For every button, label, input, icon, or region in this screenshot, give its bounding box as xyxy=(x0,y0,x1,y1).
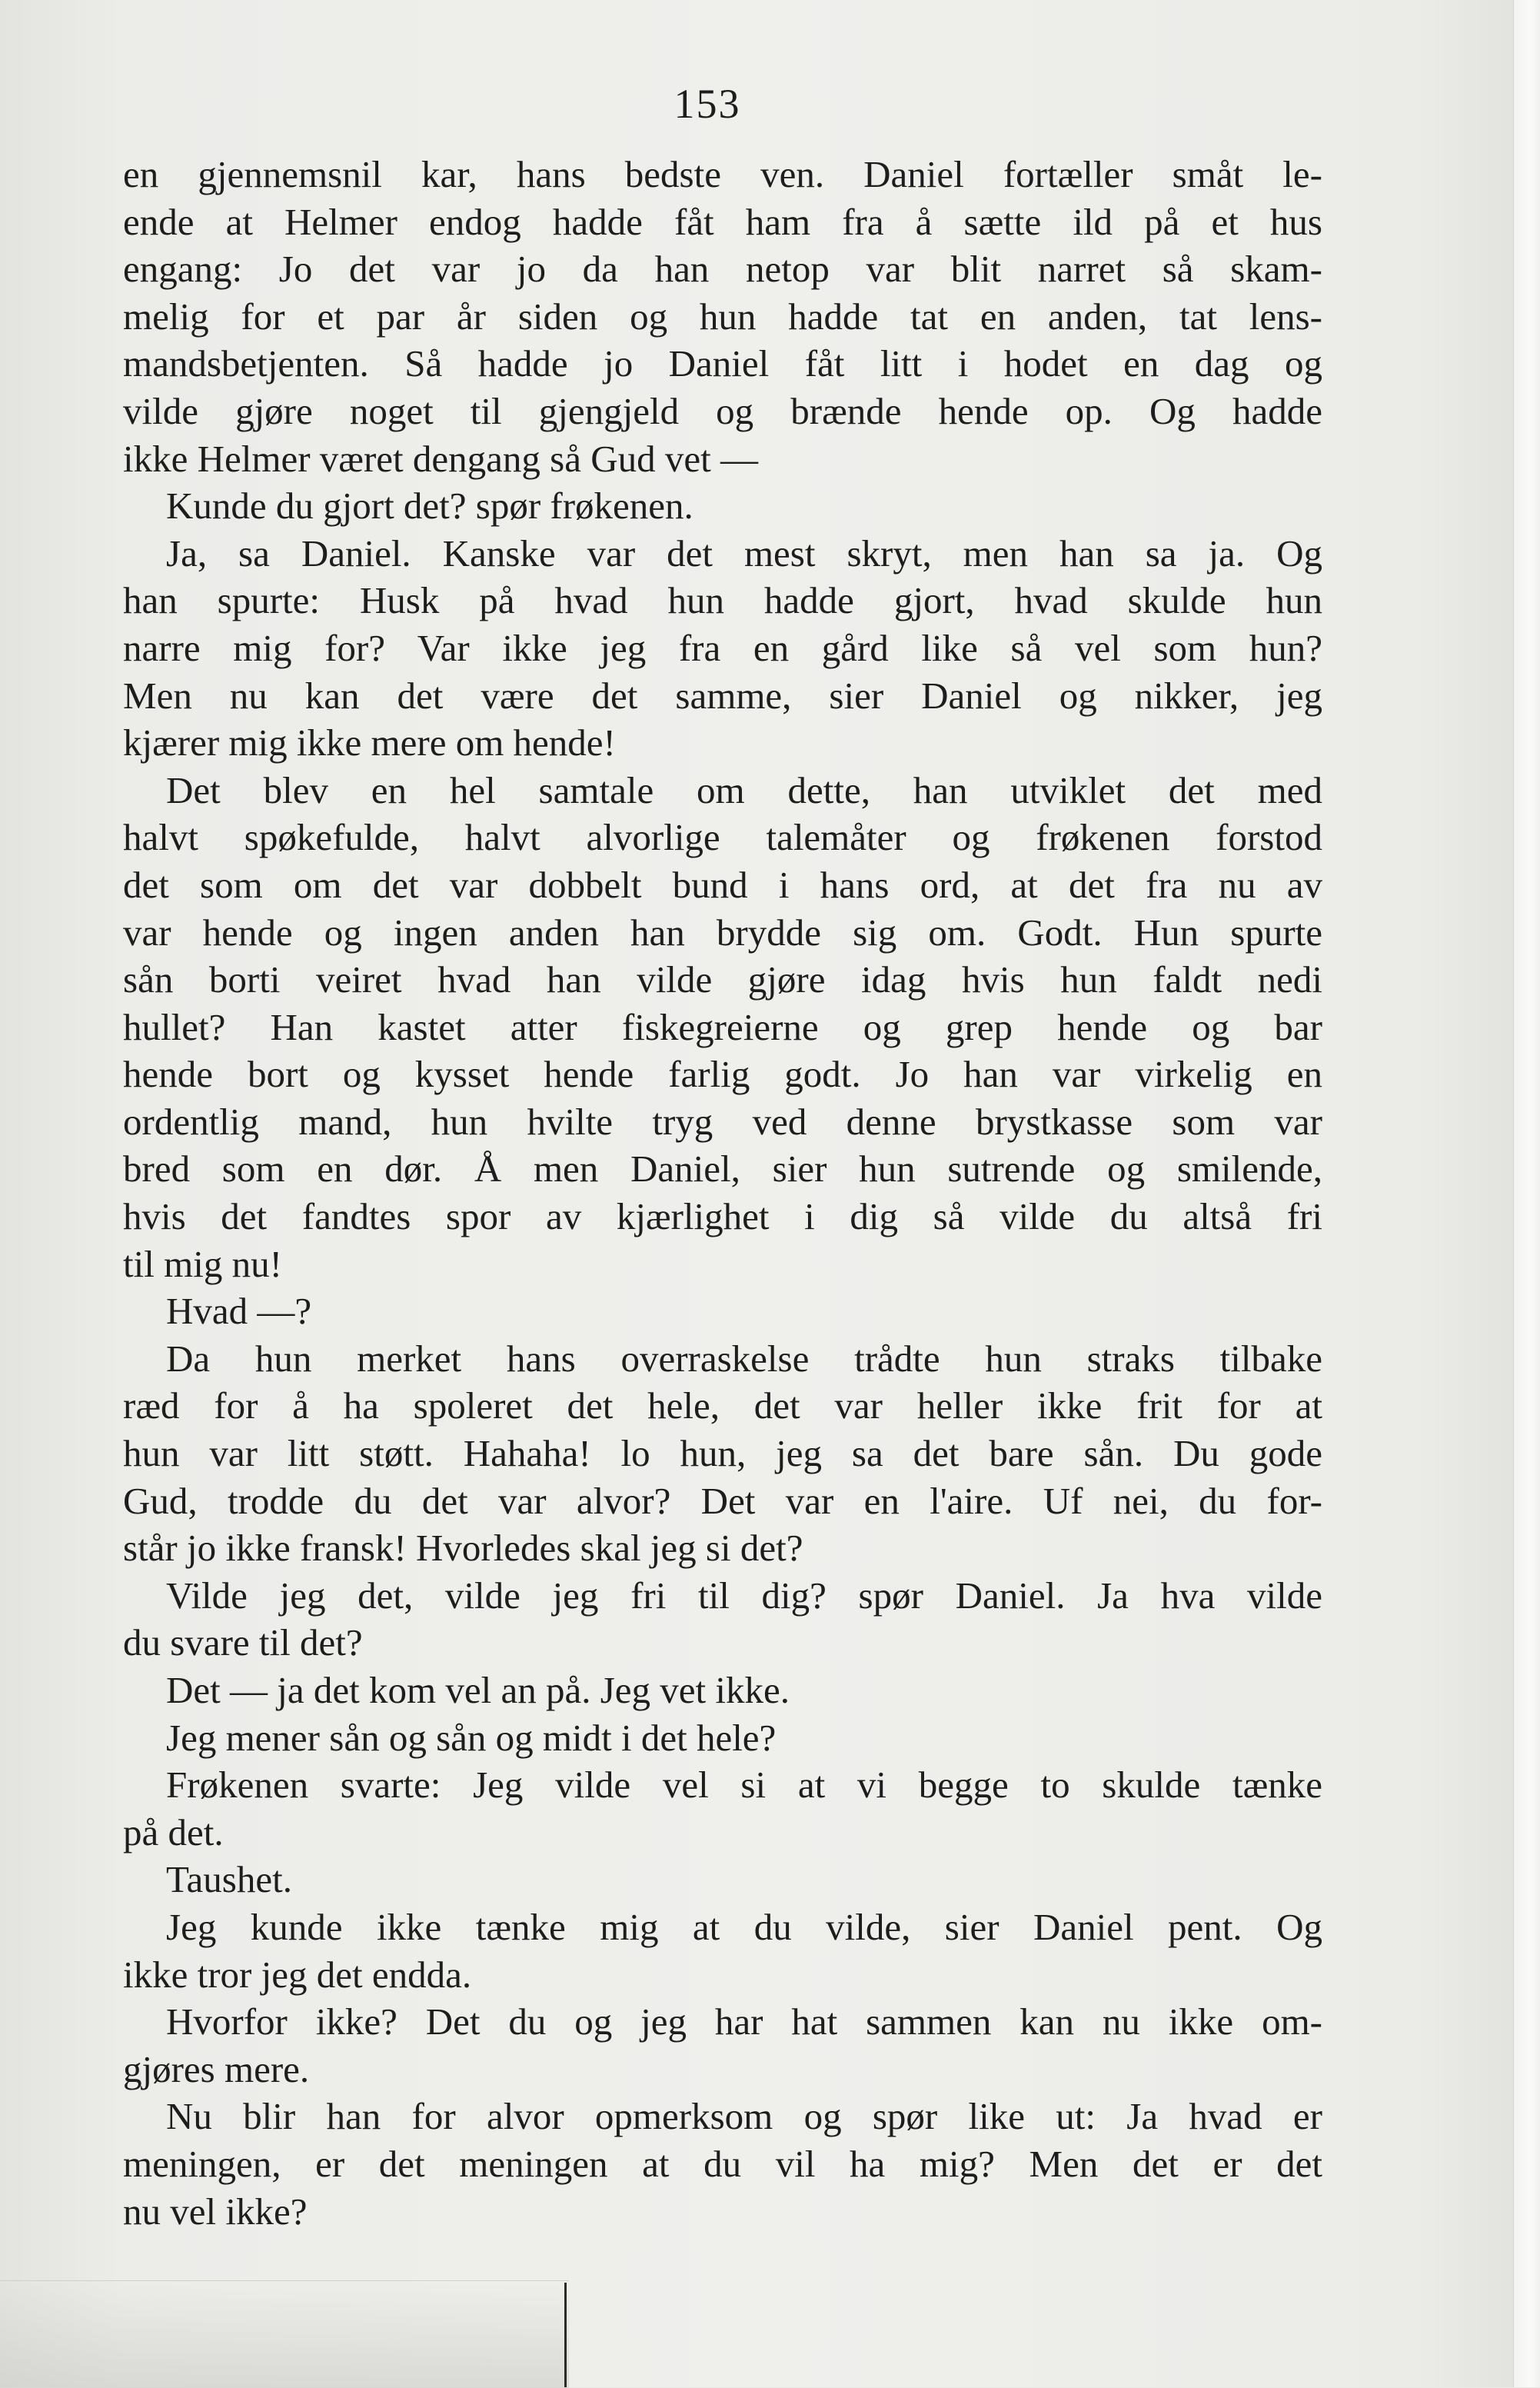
text-line: Nu blir han for alvor opmerksom og spør like ut: Ja hvad er xyxy=(166,2095,1322,2138)
text-line: ende at Helmer endog hadde fåt ham fra å sætte ild på et hus xyxy=(123,200,1322,243)
text-line: Ja, sa Daniel. Kanske var det mest skryt, men han sa ja. Og xyxy=(166,531,1322,575)
text-line: Frøkenen svarte: Jeg vilde vel si at vi begge to skulde tænke xyxy=(166,1764,1322,1807)
page-number: 153 xyxy=(674,81,741,127)
text-line: engang: Jo det var jo da han netop var blit narret så skam- xyxy=(123,248,1322,291)
body-text xyxy=(123,151,1322,2235)
text-line: narre mig for? Var ikke jeg fra en gård like så vel som hun? xyxy=(123,626,1322,669)
text-line: bred som en dør. Å men Daniel, sier hun sutrende og smilende, xyxy=(123,1147,1322,1191)
scan-corner-line xyxy=(564,2283,567,2387)
text-line: du svare til det? xyxy=(123,1621,363,1664)
text-line: gjøres mere. xyxy=(123,2047,310,2090)
page-edge xyxy=(1513,0,1540,2387)
text-line: meningen, er det meningen at du vil ha mig? Men det er det xyxy=(123,2142,1322,2185)
text-line: det som om det var dobbelt bund i hans ord, at det fra nu av xyxy=(123,863,1322,906)
text-line: Jeg kunde ikke tænke mig at du vilde, sier Daniel pent. Og xyxy=(166,1905,1322,1948)
text-line: Hvad —? xyxy=(166,1290,312,1333)
text-line: kjærer mig ikke mere om hende! xyxy=(123,721,616,764)
text-line: Kunde du gjort det? spør frøkenen. xyxy=(166,485,693,528)
text-line: Da hun merket hans overraskelse trådte hun straks tilbake xyxy=(166,1337,1322,1380)
text-line: han spurte: Husk på hvad hun hadde gjort, hvad skulde hun xyxy=(123,579,1322,622)
text-line: hullet? Han kastet atter fiskegreierne og grep hende og bar xyxy=(123,1005,1322,1048)
text-line: ikke tror jeg det endda. xyxy=(123,1953,472,1996)
text-line: Det blev en hel samtale om dette, han utviklet det med xyxy=(166,768,1322,811)
text-line: halvt spøkefulde, halvt alvorlige talemåter og frøkenen forstod xyxy=(123,816,1322,859)
text-line: mandsbetjenten. Så hadde jo Daniel fåt litt i hodet en dag og xyxy=(123,342,1322,385)
text-line: Men nu kan det være det samme, sier Daniel og nikker, jeg xyxy=(123,674,1322,717)
text-line: hvis det fandtes spor av kjærlighet i dig så vilde du altså fri xyxy=(123,1195,1322,1238)
text-line: vilde gjøre noget til gjengjeld og brænde hende op. Og hadde xyxy=(123,389,1322,432)
text-line: Gud, trodde du det var alvor? Det var en l'aire. Uf nei, du for- xyxy=(123,1479,1322,1522)
text-line: Hvorfor ikke? Det du og jeg har hat sammen kan nu ikke om- xyxy=(166,2000,1322,2043)
text-line: til mig nu! xyxy=(123,1242,282,1285)
text-line: ræd for å ha spoleret det hele, det var heller ikke frit for at xyxy=(123,1384,1322,1427)
text-line: en gjennemsnil kar, hans bedste ven. Daniel fortæller småt le- xyxy=(123,153,1322,195)
text-line: nu vel ikke? xyxy=(123,2190,308,2233)
text-line: ordentlig mand, hun hvilte tryg ved denne brystkasse som var xyxy=(123,1100,1322,1143)
text-line: hende bort og kysset hende farlig godt. Jo han var virkelig en xyxy=(123,1053,1322,1096)
text-line: står jo ikke fransk! Hvorledes skal jeg si det? xyxy=(123,1527,803,1570)
text-line: på det. xyxy=(123,1810,224,1853)
text-line: sån borti veiret hvad han vilde gjøre idag hvis hun faldt nedi xyxy=(123,958,1322,1001)
text-line: Jeg mener sån og sån og midt i det hele? xyxy=(166,1716,777,1759)
text-line: var hende og ingen anden han brydde sig om. Godt. Hun spurte xyxy=(123,911,1322,954)
text-line: ikke Helmer været dengang så Gud vet — xyxy=(123,437,758,480)
text-line: Vilde jeg det, vilde jeg fri til dig? spør Daniel. Ja hva vilde xyxy=(166,1574,1322,1617)
text-line: hun var litt støtt. Hahaha! lo hun, jeg sa det bare sån. Du gode xyxy=(123,1432,1322,1475)
scan-corner-shadow xyxy=(0,2280,569,2388)
text-line: Det — ja det kom vel an på. Jeg vet ikke. xyxy=(166,1669,790,1711)
text-line: Taushet. xyxy=(166,1858,292,1901)
text-line: melig for et par år siden og hun hadde tat en anden, tat lens- xyxy=(123,295,1322,338)
